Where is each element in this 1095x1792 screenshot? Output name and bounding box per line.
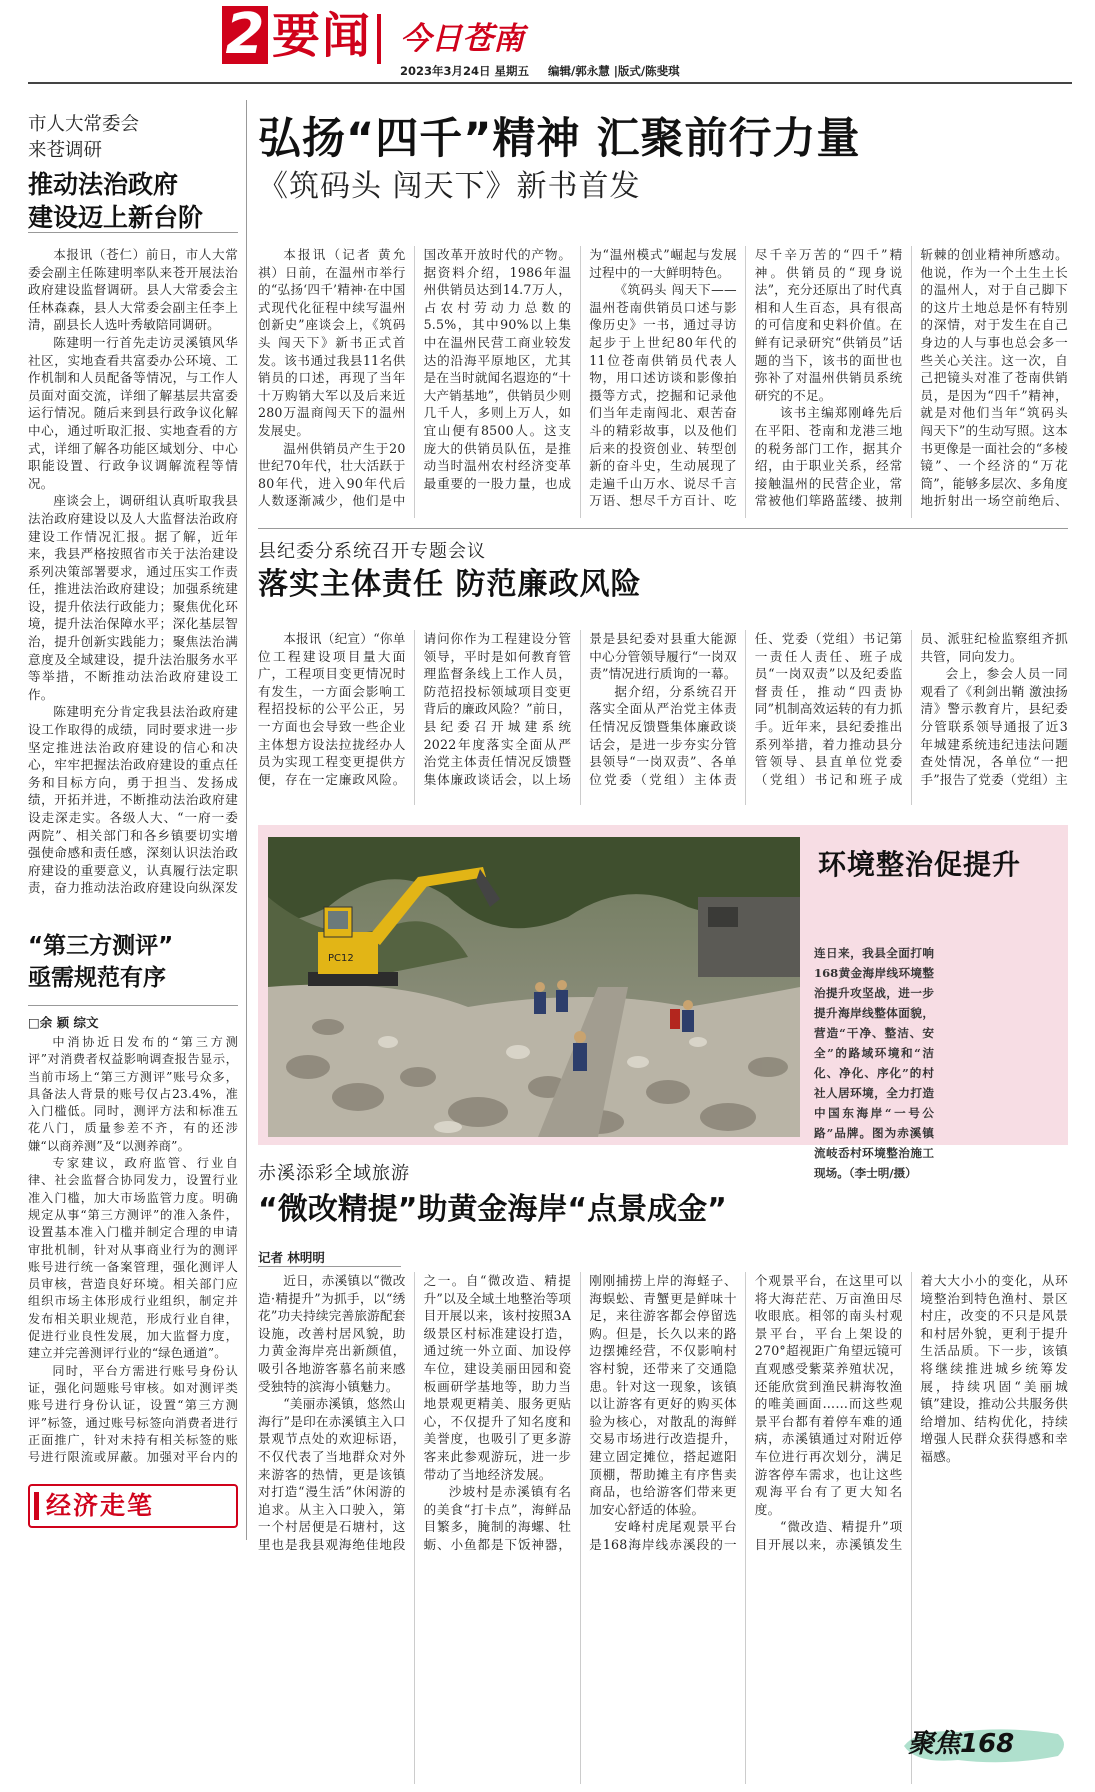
lead-headline: 弘扬“四千”精神 汇聚前行力量 [258,114,861,164]
paragraph: 会上，参会人员一同观看了《利剑出鞘 激浊扬清》警示教育片，县纪委分管联系领导通报了近3年城建系统违纪违法问题查处情况，各单位“一把手”报告了党委（党组）主 [920,666,1068,787]
editor-credit: 编辑/郭永慧 |版式/陈斐琪 [548,64,680,78]
byline-rule [258,1266,401,1267]
page-number: 2 [222,6,268,64]
discipline-kicker: 县纪委分系统召开专题会议 [258,541,486,562]
opinion-rule [28,1005,238,1006]
paragraph: 陈建明一行首先走访灵溪镇风华社区，实地查看共富委办公环境、工作机制和人员配备等情况，与工作人员面对面交流，详细了解基层共富委运行情况。随后来到县行政争议化解中心，通过听取汇报、实地查看的方式，详细了解各功能区域划分、中心职能设置、行政争议调解流程等情况。 [28,334,238,491]
paragraph: “微改造、精提升”项目开展以来，赤溪镇发生着大大小小的变化，从环境整治到特色渔村、景区村庄，改变的不只是风景和村居外貌，更利于提升生活品质。下一步，该镇将继续推进城乡统筹发展，持续巩固“美丽城镇”建设，推动公共服务供给增加、结构优化，持续增强人民群众获得感和幸福感。 [754,1273,1068,1552]
column-divider [246,100,247,1540]
masthead-rule [28,82,1072,84]
discipline-headline: 落实主体责任 防范廉政风险 [258,567,642,602]
left-header-rule [28,232,238,233]
paragraph: 安峰村虎尾观景平台是168海岸线赤溪段的一个观景平台，在这里可以将大海茫茫、万亩渔田尽收眼底。相邻的南头村观景平台，平台上架设的270°超视距广角望远镜可直观感受紫菜养殖状况，还能欣赏到渔民耕海牧渔的唯美画面……而这些观景平台都有着停车难的通病，赤溪镇通过对附近停车位进行再次划分，满足游客停车需求，也让这些观海平台有了更大知名度。 [589,1273,903,1552]
discipline-body [258,630,1068,805]
lead-subhead: 《筑码头 闯天下》新书首发 [258,169,641,204]
tourism-body [258,1272,1068,1784]
opinion-byline: □余 颖 综文 [28,1015,99,1030]
paragraph: 陈建明充分肯定我县法治政府建设工作取得的成绩，同时要求进一步坚定推进法治政府建设的信心和决心，牢牢把握法治政府建设的重点任务和目标方向，勇于担当、发扬成绩，开拓并进，不断推动法治政府建设走深走实。各级人大、“一府一委两院”、相关部门和各乡镇要切实增强使命感和责任感，深刻认识法治政府建设的重要意义，认真履行法定职责，奋力推动法治政府建设向纵深发 [28,704,238,896]
paragraph: 同时，平台方需进行账号身份认证，强化问题账号审核。如对测评类账号进行身份认证，设置“第三方测评”标签，通过账号标签向消费者进行正面推广，针对未持有相关标签的账号进行限流或屏蔽。加强对平台内的 [28,1363,238,1464]
paragraph: 温州供销员产生于20世纪70年代，壮大活跃于80年代，进入90年代后人数逐渐减少，他们是中国改革开放时代的产物。据资料介绍，1986年温州供销员达到14.7万人，占农村劳动力总数的5.5%，其中90%以上集中在温州民营工商业较发达的沿海平原地区，尤其是在当时就闻名遐迩的“十大产销基地”，供销员少则几千人，多则上万人，如宜山便有8500人。这支庞大的供销员队伍，是推动当时温州农村经济变革最重要的一股力量，也成为“温州模式”崛起与发展过程中的一大鲜明特色。 [258,247,737,509]
column-tag-stripe [34,1492,39,1520]
tourism-byline: 记者 林明明 [258,1250,325,1265]
column-tag: 经济走笔 [46,1491,155,1520]
paragraph: 本报讯（记者 黄允祺）日前，在温州市举行的“弘扬‘四千’精神·在中国式现代化征程中续写温州创新史”座谈会上，《筑码头 闯天下》新书正式首发。该书通过我县11名供销员的口述，再现了当年十万购销大军以及后来近280万温商闯天下的温州发展史。 [258,247,406,438]
paragraph: “美丽赤溪镇，悠然山海行”是印在赤溪镇主入口景观节点处的欢迎标语，不仅代表了当地群众对外来游客的热情，更是该镇对打造“漫生活”休闲游的追求。从主入口驶入，第一个村居便是石塘村，这里也是我县观海绝佳地段之一。自“微改造、精提升”以及全域土地整治等项目开展以来，该村按照3A级景区村标准建设打造，通过统一外立面、加设停车位，建设美丽田园和瓷板画研学基地等，助力当地景观更精美、服务更贴心，不仅提升了知名度和美誉度，也吸引了更多游客来此参观游玩，进一步带动了当地经济发展。 [258,1273,572,1552]
paragraph: 据介绍，分系统召开落实全面从严治党主体责任情况反馈暨集体廉政谈话会，是进一步夯实分管县领导“一岗双责”、各单位党委（党组）主体责任、党委（党组）书记第一责任人责任、班子成员“一岗双责”以及纪委监督责任，推动“四责协同”机制高效运转的有力抓手。近年来，县纪委推出系列举措，着力推动县分管领导、县直单位党委（党组）书记和班子成员、派驻纪检监察组齐抓共管，同向发力。 [589,631,1068,787]
corner-tag-label: 聚焦168 [908,1729,1015,1759]
masthead [0,0,1095,80]
section-name: 要闻 [272,8,373,64]
left-story-body [28,246,238,896]
section-rule [258,528,1068,529]
paragraph: 本报讯（纪宣）“你单位工程建设项目量大面广，工程项目变更情况时有发生，一方面会影响工程招投标的公平公正，另一方面也会导致一些企业主体想方设法拉拢经办人员为实现工程变更提供方便，存在一定廉政风险。请问你作为工程建设分管领导，平时是如何教育管理监督条线上工作人员，防范招投标领域项目变更背后的廉政风险？”前日，县纪委召开城建系统2022年度落实全面从严治党主体责任情况反馈暨集体廉政谈话会，以上场景是县纪委对县重大能源中心分管领导履行“一岗双责”情况进行质询的一幕。 [258,631,737,787]
column-tag-box [28,1484,238,1528]
left-story-header [28,112,248,234]
left-story-headline: 推动法治政府 建设迈上新台阶 [28,170,204,232]
paragraph: 专家建议，政府监管、行业自律、社会监督合协同发力，设置行业准入门槛，加大市场监管力度。明确规定从事“第三方测评”的准入条件，设置基本准入门槛并制定合理的申请审批机制，针对从事商业行为的测评账号进行统一备案管理，强化测评人员审核，营造良好环境。相关部门应组织市场主体形成行业组织，制定并发布相关职业规范，形成行业自律，促进行业良性发展，加大监督力度，建立并完善测评行业的“绿色通道”。 [28,1156,238,1361]
construction-photo [268,837,800,1137]
left-story-kicker: 市人大常委会 来苍调研 [28,114,140,161]
photo-feature-title: 环境整治促提升 [818,848,1022,881]
paragraph: 本报讯（苍仁）前日，市人大常委会副主任陈建明率队来苍开展法治政府建设监督调研。县人大常委会主任林森森，县人大常委会副主任李上清，副县长人选叶秀敏陪同调研。 [28,247,238,333]
opinion-headline: “第三方测评” 亟需规范有序 [28,933,174,991]
corner-tag [898,1722,1072,1768]
masthead-divider [377,14,381,64]
paragraph: 《筑码头 闯天下——温州苍南供销员口述与影像历史》一书，通过寻访起步于上世纪80年代的11位苍南供销员代表人物，用口述访谈和影像拍摄等方式，挖掘和记录他们当年走南闯北、艰苦奋斗的精彩故事，以及他们后来的投资创业、转型创新的奋斗史，生动展现了走遍千山万水、说尽千言万语、想尽千方百计、吃尽千辛万苦的“四千”精神。供销员的“现身说法”，充分还原出了时代真相和人生百态，具有很高的可信度和史料价值。在鲜有记录研究“供销员”话题的当下，该书的面世也弥补了对温州供销员系统研究的不足。 [589,247,903,509]
dateline: 2023年3月24日 星期五 [400,64,530,78]
paragraph: 该书主编郑刚峰先后在平阳、苍南和龙港三地的税务部门工作，据其介绍，由于职业关系，经常接触温州的民营企业，常常被他们筚路蓝缕、披荆斩棘的创业精神所感动。他说，作为一个土生土长的温州人，对于自己脚下的这片土地总是怀有特别的深情，对于发生在自己身边的人与事也总会多一些关心关注。这一次，自己把镜头对准了苍南供销员，是因为“四千”精神，就是对他们当年“筑码头 闯天下”的生动写照。这本书更像是一面社会的“多棱镜”、一个经济的“万花筒”，能够多层次、多角度地折射出一场空前绝后、 [754,247,1068,509]
paragraph: 近日，赤溪镇以“微改造·精提升”为抓手，以“绣花”功夫持续完善旅游配套设施，改善村居风貌，助力黄金海岸亮出新颜值，吸引各地游客慕名前来感受独特的滨海小镇魅力。 [258,1273,406,1394]
construction-photo-graphic [268,837,800,1137]
lead-story-body [258,246,1068,518]
excavator-label: PC12 [328,953,354,964]
photo-caption: 连日来，我县全面打响168黄金海岸线环境整治提升攻坚战，进一步提升海岸线整体面貌，营造“干净、整洁、安全”的路域环境和“洁化、净化、序化”的村社人居环境，全力打造中国东海岸“一号公路”品牌。图为赤溪镇流岐岙村环境整治施工现场。（李士明/摄） [814,946,934,1180]
paragraph: 座谈会上，调研组认真听取我县法治政府建设以及人大监督法治政府建设工作情况汇报。据了解，近年来，我县严格按照省市关于法治建设系列决策部署要求，通过压实工作责任，推进法治政府建设；加强系统建设，提升依法行政能力；聚焦优化环境，提升法治保障水平；深化基层智治，提升创新实践能力；聚焦法治满意度及全域建设，提升法治服务水平等举措，不断推动法治政府建设工作。 [28,493,238,702]
paragraph: 中消协近日发布的“第三方测评”对消费者权益影响调查报告显示，当前市场上“第三方测评”账号众多，具备法人背景的账号仅占23.4%，准入门槛低。同时，测评方法和标准五花八门，质量参差不齐，有的还涉嫌“以商养测”及“以测养商”。 [28,1035,238,1153]
opinion-body [28,1034,238,1464]
tourism-headline: “微改精提”助黄金海岸“点景成金” [258,1192,727,1227]
paragraph: 沙坡村是赤溪镇有名的美食“打卡点”，海鲜品目繁多，腌制的海螺、牡蛎、小鱼都是下饭神器，刚刚捕捞上岸的海蛏子、海蜈蚣、青蟹更是鲜味十足，来往游客都会停留选购。但是，长久以来的路边摆摊经营，不仅影响村容村貌，还带来了交通隐患。针对这一现象，该镇以让游客有更好的购买体验为核心，对散乱的海鲜交易市场进行改造提升，建立固定摊位，搭起遮阳顶棚，帮助摊主有序售卖商品，也给游客们带来更加安心舒适的体验。 [423,1273,737,1552]
brand-name: 今日苍南 [400,21,524,57]
tourism-kicker: 赤溪添彩全域旅游 [258,1163,410,1184]
